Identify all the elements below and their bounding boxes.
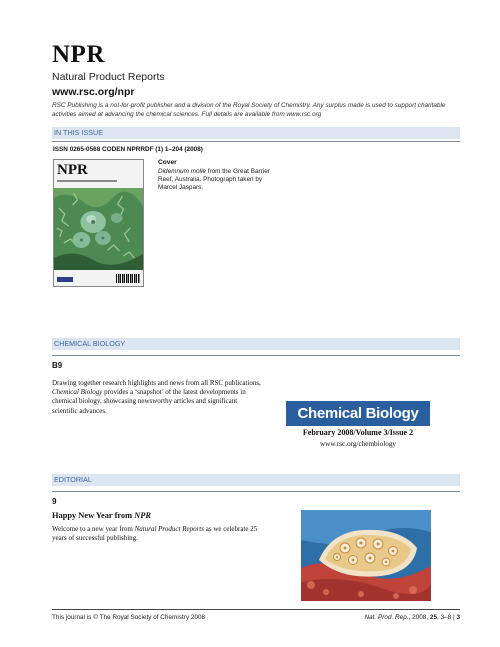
- desc-italic: Natural Product Reports: [134, 525, 204, 533]
- section-header-editorial: EDITORIAL: [52, 474, 460, 486]
- section-divider: [52, 491, 460, 492]
- section-divider: [52, 141, 460, 142]
- desc-text: provides a ‘snapshot’ of the latest developments in chemical biology, showcasing newsworthy articles and significant scientific advances.: [52, 388, 246, 415]
- publisher-note: RSC Publishing is a not-for-profit publisher and a division of the Royal Society of Chemistry. Any surplus made is used to support charitable activities aimed at advancing the chemical sciences. Full details are available from www.rsc.org: [52, 102, 446, 118]
- desc-text: as we celebrate 25 years of successful publishing.: [52, 525, 258, 543]
- section-header-chemical-biology: CHEMICAL BIOLOGY: [52, 338, 460, 350]
- cover-caption: [158, 168, 283, 193]
- rsc-publishing-logo: [57, 277, 73, 282]
- title-italic: NPR: [134, 511, 151, 520]
- section-header-in-this-issue: IN THIS ISSUE: [52, 127, 460, 139]
- page-number: 9: [52, 497, 57, 506]
- editorial-description: [52, 525, 267, 543]
- journal-name: Natural Product Reports: [52, 71, 165, 83]
- page-number: B9: [52, 361, 63, 370]
- cover-footer: [54, 270, 143, 286]
- citation-year: , 2008,: [408, 614, 430, 621]
- caption-text: from the Great Barrier Reef, Australia. Photograph taken by Marcel Jaspars.: [158, 168, 270, 192]
- banner-title: Chemical Biology: [286, 401, 430, 426]
- barcode-icon: [116, 274, 140, 283]
- cover-subtitle-line: [57, 180, 117, 182]
- coral-photo: [54, 188, 143, 272]
- species-name: Didemnum molle: [158, 168, 206, 175]
- chemical-biology-banner: [286, 401, 430, 451]
- journal-citation: Nat. Prod. Rep.: [364, 614, 409, 621]
- section-divider: [52, 355, 460, 356]
- banner-url-link[interactable]: www.rsc.org/chembiology: [319, 440, 397, 448]
- chemical-biology-description: [52, 379, 262, 416]
- journal-url-link[interactable]: www.rsc.org/npr: [52, 86, 135, 98]
- citation-pages: , 3–8: [437, 614, 452, 621]
- cover-logo: NPR: [57, 162, 88, 178]
- desc-text: Welcome to a new year from: [52, 525, 135, 533]
- banner-issue: February 2008/Volume 3/Issue 2: [302, 428, 414, 437]
- cover-title: Cover: [158, 159, 177, 166]
- cover-image: [53, 159, 144, 287]
- journal-abbreviation: NPR: [52, 41, 105, 68]
- nudibranch-photo: [301, 510, 431, 601]
- footer-divider: [52, 609, 460, 610]
- editorial-title[interactable]: [52, 511, 151, 520]
- citation-line: [365, 614, 460, 621]
- cover-masthead: [54, 160, 143, 188]
- citation-separator: |: [451, 614, 457, 621]
- copyright-notice: This journal is © The Royal Society of Chemistry 2008: [52, 614, 206, 621]
- desc-italic: Chemical Biology: [52, 388, 103, 397]
- page-number-footer: 3: [456, 614, 460, 621]
- title-text: Happy New Year from: [52, 511, 135, 520]
- issn-coden-line: ISSN 0265-0568 CODEN NPRRDF (1) 1–204 (2008): [53, 146, 203, 153]
- desc-text: Drawing together research highlights and news from all RSC publications,: [52, 379, 261, 387]
- citation-volume: 25: [429, 614, 437, 621]
